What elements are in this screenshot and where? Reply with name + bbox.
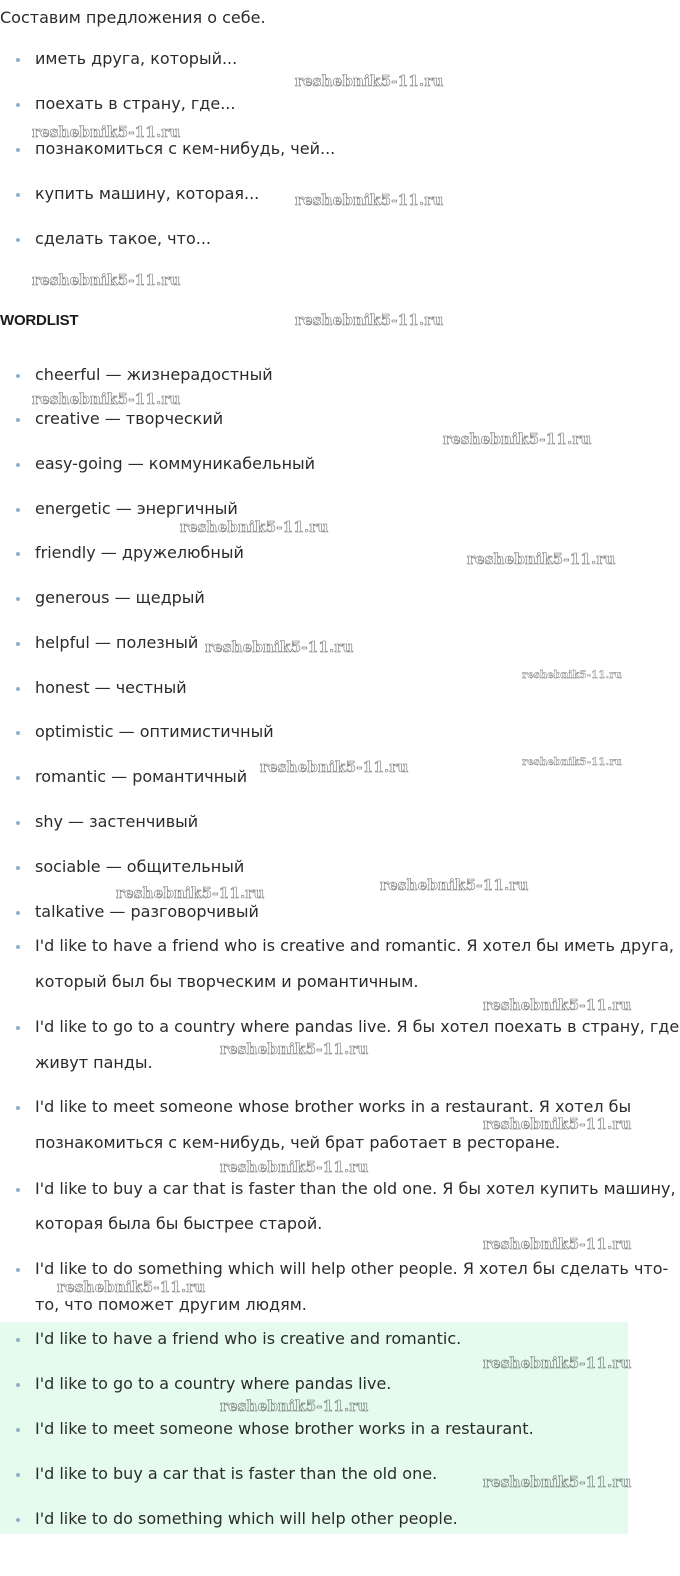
wordlist-item: romantic — романтичный [35,767,248,786]
answer-item: I'd like to buy a car that is faster than the old one. [35,1464,438,1483]
watermark: reshebnik5-11.ru [483,1235,632,1253]
watermark: reshebnik5-11.ru [443,430,592,448]
wordlist-item: talkative — разговорчивый [35,902,259,921]
answer-item: I'd like to meet someone whose brother works in a restaurant. [35,1419,534,1438]
translation-continuation: познакомиться с кем-нибудь, чей брат работает в ресторане. [35,1133,561,1152]
answer-item: I'd like to go to a country where pandas live. [35,1374,392,1393]
watermark: reshebnik5-11.ru [483,1115,632,1133]
watermark: reshebnik5-11.ru [220,1040,369,1058]
watermark: reshebnik5-11.ru [205,638,354,656]
prompt-item: познакомиться с кем-нибудь, чей... [35,139,336,158]
wordlist-item: sociable — общительный [35,857,245,876]
prompt-item: сделать такое, что... [35,229,211,248]
wordlist-item: helpful — полезный [35,633,199,652]
wordlist-item: energetic — энергичный [35,499,238,518]
intro-text: Составим предложения о себе. [0,8,266,27]
translation-item: I'd like to do something which will help other people. Я хотел бы сделать что- [35,1259,669,1278]
prompt-item: поехать в страну, где... [35,94,236,113]
wordlist-item: generous — щедрый [35,588,205,607]
watermark: reshebnik5-11.ru [180,518,329,536]
wordlist-item: shy — застенчивый [35,812,199,831]
translation-item: I'd like to meet someone whose brother works in a restaurant. Я хотел бы [35,1097,632,1116]
prompt-item: иметь друга, который... [35,49,238,68]
wordlist-item: easy-going — коммуникабельный [35,454,316,473]
watermark: reshebnik5-11.ru [483,996,632,1014]
watermark: reshebnik5-11.ru [57,1278,206,1296]
translation-item: I'd like to buy a car that is faster than the old one. Я бы хотел купить машину, [35,1179,676,1198]
watermark: reshebnik5-11.ru [295,72,444,90]
wordlist-item: optimistic — оптимистичный [35,722,274,741]
translation-item: I'd like to go to a country where pandas live. Я бы хотел поехать в страну, где [35,1017,680,1036]
watermark: reshebnik5-11.ru [522,757,623,768]
watermark: reshebnik5-11.ru [116,884,265,902]
wordlist-heading: WORDLIST [0,312,79,329]
watermark: reshebnik5-11.ru [260,758,409,776]
watermark: reshebnik5-11.ru [220,1158,369,1176]
prompt-item: купить машину, которая... [35,184,260,203]
translation-continuation: то, что поможет другим людям. [35,1295,307,1314]
watermark: reshebnik5-11.ru [32,123,181,141]
wordlist-item: friendly — дружелюбный [35,543,244,562]
translation-continuation: живут панды. [35,1053,153,1072]
translation-continuation: которая была бы быстрее старой. [35,1214,323,1233]
watermark: reshebnik5-11.ru [522,670,623,681]
wordlist-item: cheerful — жизнерадостный [35,365,273,384]
watermark: reshebnik5-11.ru [295,311,444,329]
watermark: reshebnik5-11.ru [32,390,181,408]
watermark: reshebnik5-11.ru [295,191,444,209]
answer-item: I'd like to have a friend who is creative and romantic. [35,1329,462,1348]
translation-continuation: который был бы творческим и романтичным. [35,972,419,991]
wordlist-item: creative — творческий [35,409,224,428]
watermark: reshebnik5-11.ru [380,876,529,894]
wordlist-item: honest — честный [35,678,187,697]
translation-item: I'd like to have a friend who is creative and romantic. Я хотел бы иметь друга, [35,936,674,955]
answer-item: I'd like to do something which will help other people. [35,1509,458,1528]
watermark: reshebnik5-11.ru [467,550,616,568]
watermark: reshebnik5-11.ru [32,271,181,289]
